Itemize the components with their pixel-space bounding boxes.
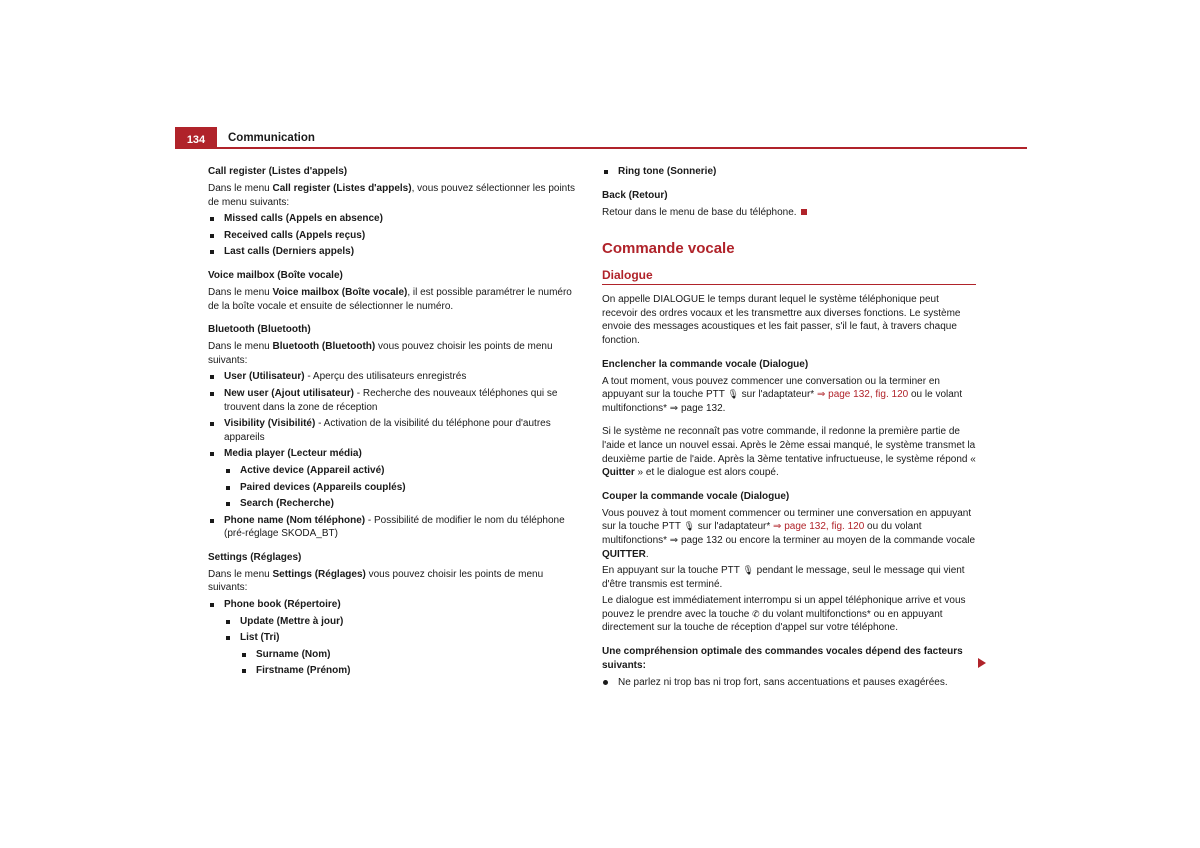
- list-item: Missed calls (Appels en absence): [208, 212, 582, 226]
- list-item: Update (Mettre à jour): [208, 615, 582, 629]
- list-item: Paired devices (Appareils couplés): [208, 481, 582, 495]
- list-item: Ring tone (Sonnerie): [602, 165, 976, 179]
- bullet-icon: [210, 375, 214, 379]
- optimal-heading: Une compréhension optimale des commandes vocales dépend des facteurs suivants:: [602, 646, 963, 672]
- list-item: Ne parlez ni trop bas ni trop fort, sans accentuations et pauses exagérées.: [602, 676, 976, 690]
- ptt-icon: 🎙: [727, 389, 739, 400]
- bullet-icon: [226, 636, 230, 640]
- page-number: 134: [175, 127, 217, 149]
- bullet-icon: [210, 250, 214, 254]
- bullet-icon: [210, 603, 214, 607]
- call-register-intro: Dans le menu Call register (Listes d'appels), vous pouvez sélectionner les points de menu suivants:: [208, 183, 576, 208]
- bullet-icon: [604, 170, 608, 174]
- ring-tone-list: [602, 165, 976, 179]
- settings-list: [208, 598, 582, 678]
- voice-mailbox-text: Dans le menu Voice mailbox (Boîte vocale), il est possible paramétrer le numéro de la boîte vocale et ensuite de sélectionner le numéro.: [208, 286, 572, 312]
- bullet-icon: [242, 653, 246, 657]
- list-item: User (Utilisateur) - Aperçu des utilisateurs enregistrés: [208, 370, 582, 384]
- page-link[interactable]: ⇒ page 132, fig. 120: [816, 389, 909, 401]
- voice-mailbox-heading: Voice mailbox (Boîte vocale): [208, 269, 343, 281]
- enclencher-text-1: A tout moment, vous pouvez commencer une conversation ou la terminer en appuyant sur la touche PTT 🎙 sur l'adaptateur* ⇒ page 132, fig. 120 ou le volant multifonctions* ⇒ page 132.: [602, 375, 963, 414]
- phone-icon: ✆: [752, 608, 760, 619]
- page-header: [175, 127, 1027, 149]
- list-item: Search (Recherche): [208, 497, 582, 511]
- bullet-icon: [210, 217, 214, 221]
- bluetooth-list: [208, 370, 582, 541]
- right-column: [602, 165, 976, 690]
- enclencher-heading: Enclencher la commande vocale (Dialogue): [602, 358, 809, 370]
- bullet-icon: [226, 469, 230, 473]
- back-text: Retour dans le menu de base du téléphone.: [602, 206, 976, 220]
- bullet-icon: [210, 422, 214, 426]
- bluetooth-intro: Dans le menu Bluetooth (Bluetooth) vous pouvez choisir les points de menu suivants:: [208, 341, 553, 366]
- call-register-list: [208, 212, 582, 259]
- bullet-icon: [210, 392, 214, 396]
- optimal-list: [602, 676, 976, 690]
- page-link[interactable]: ⇒ page 132, fig. 120: [773, 521, 865, 533]
- intro-paragraph: On appelle DIALOGUE le temps durant lequel le système téléphonique peut recevoir des ordres vocaux et les transmettre aux diverses fonctions. Le système envoie des messages acoustiques et les fait passer, s'il le faut, à travers chaque fonction.: [602, 294, 961, 346]
- couper-text-2: En appuyant sur la touche PTT 🎙 pendant le message, seul le message qui vient d'être transmis est terminé.: [602, 565, 965, 590]
- list-item: Phone name (Nom téléphone) - Possibilité de modifier le nom du téléphone (pré-réglage SKODA_BT): [208, 514, 582, 541]
- bullet-icon: [226, 486, 230, 490]
- list-item: List (Tri): [208, 631, 582, 645]
- list-item: Surname (Nom): [208, 648, 582, 662]
- end-square-icon: [801, 209, 807, 215]
- list-item: Firstname (Prénom): [208, 664, 582, 678]
- list-item: Last calls (Derniers appels): [208, 245, 582, 259]
- section-title: Commande vocale: [602, 240, 735, 258]
- left-column: [208, 165, 582, 678]
- bluetooth-heading: Bluetooth (Bluetooth): [208, 324, 311, 336]
- subsection-title: Dialogue: [602, 267, 976, 285]
- bullet-icon: [210, 452, 214, 456]
- chapter-title: Communication: [228, 132, 315, 144]
- couper-text-3: Le dialogue est immédiatement interrompu si un appel téléphonique arrive et vous pouvez le prendre avec la touche ✆ du volant multifonctions* ou en appuyant directement sur la touche de réception d'appel sur votre téléphone.: [602, 595, 966, 634]
- ptt-icon: 🎙: [742, 565, 754, 576]
- couper-text-1: Vous pouvez à tout moment commencer ou terminer une conversation en appuyant sur la touche PTT 🎙 sur l'adaptateur* ⇒ page 132, fig. 120 ou du volant multifonctions* ⇒ page 132 ou encore la terminer au moyen de la commande vocale QUITTER.: [602, 507, 976, 560]
- couper-heading: Couper la commande vocale (Dialogue): [602, 490, 790, 502]
- bullet-icon: [226, 502, 230, 506]
- call-register-heading: Call register (Listes d'appels): [208, 166, 348, 177]
- ptt-icon: 🎙: [683, 521, 695, 532]
- settings-heading: Settings (Réglages): [208, 551, 302, 563]
- list-item: Active device (Appareil activé): [208, 464, 582, 478]
- bullet-icon: [603, 680, 608, 685]
- bullet-icon: [210, 234, 214, 238]
- list-item: Media player (Lecteur média): [208, 447, 582, 461]
- list-item: Phone book (Répertoire): [208, 598, 582, 612]
- enclencher-text-2: Si le système ne reconnaît pas votre commande, il redonne la première partie de l'aide et lance un nouvel essai. Après le 2ème essai manqué, le système transmet la deuxième partie de l'aide. Après la 3ème tentative infructueuse, le système répond « Quitter » et le dialogue est alors coupé.: [602, 426, 976, 479]
- bullet-icon: [242, 669, 246, 673]
- settings-intro: Dans le menu Settings (Réglages) vous pouvez choisir les points de menu suivants:: [208, 568, 544, 594]
- list-item: New user (Ajout utilisateur) - Recherche des nouveaux téléphones qui se trouvent dans la zone de réception: [208, 387, 582, 414]
- header-rule: [217, 147, 1027, 149]
- bullet-icon: [210, 519, 214, 523]
- list-item: Received calls (Appels reçus): [208, 229, 582, 243]
- back-heading: Back (Retour): [602, 189, 668, 201]
- bullet-icon: [226, 620, 230, 624]
- continue-arrow-icon: [978, 658, 986, 668]
- list-item: Visibility (Visibilité) - Activation de la visibilité du téléphone pour d'autres appareils: [208, 417, 582, 444]
